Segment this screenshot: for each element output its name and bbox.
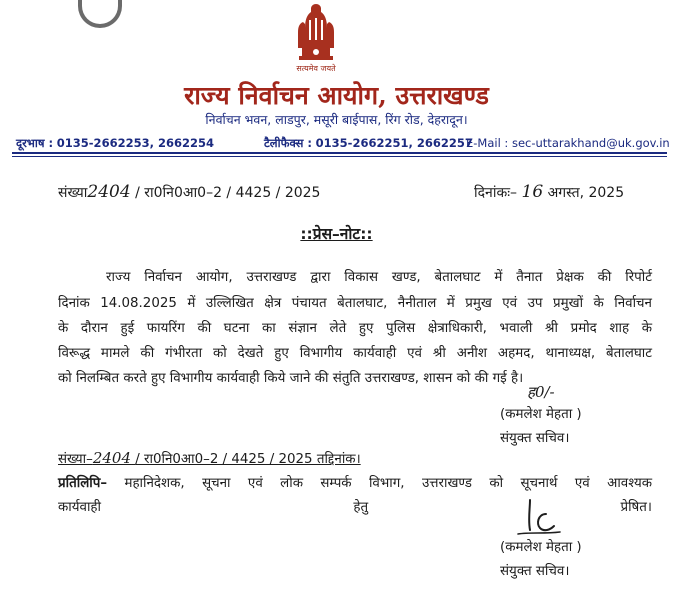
email-address: sec-uttarakhand@uk.gov.in	[511, 136, 670, 150]
press-note-line: के दौरान हुई फायरिंग की घटना का संज्ञान लेते हुए पुलिस क्षेत्राधिकारी, भवाली श्री प्रमोद शाह के	[58, 321, 652, 336]
email-contact	[466, 136, 670, 150]
fax-contact	[264, 136, 473, 151]
press-note-line: विरूद्ध मामले की गंभीरता को देखते हुए विभागीय कार्यवाही एवं श्री अनीश अहमद, थानाध्यक्ष, बेतालघाट	[58, 346, 652, 361]
press-note-line: दिनांक 14.08.2025 में उल्लिखित क्षेत्र पंचायत बेतालघाट, नैनीताल में प्रमुख एवं उप प्रमुखों के निर्वाचन	[58, 296, 652, 311]
fax-label: टैलीफैक्स :	[264, 136, 313, 150]
reference-number	[58, 182, 320, 202]
email-label: E-Mail :	[466, 136, 509, 150]
press-note-line: को निलम्बित करते हुए विभागीय कार्यवाही किये जाने की संतुति उत्तराखण्ड, शासन को की गई है।	[58, 371, 524, 386]
press-note-heading: ::प्रेस–नोट::	[300, 225, 373, 243]
signatory-name: (कमलेश मेहता )	[500, 540, 582, 555]
reference-code: / रा0नि0आ0–2 / 4425 / 2025	[135, 185, 321, 201]
organization-title: राज्य निर्वाचन आयोग, उत्तराखण्ड	[184, 81, 489, 110]
reference-prefix: संख्या	[58, 185, 88, 201]
date-day-handwritten: 16	[521, 182, 544, 202]
reference-number-handwritten: 2404	[87, 182, 131, 202]
date-month-year: अगस्त, 2025	[547, 185, 625, 201]
fax-numbers: 0135-2662251, 2662257	[315, 136, 473, 150]
date-label: दिनांकः–	[474, 185, 518, 201]
header-divider	[12, 152, 667, 154]
copy-line: कार्यवाही हेतु प्रेषित।	[58, 500, 652, 515]
copy-ref-number-handwritten: 2404	[92, 449, 132, 467]
copy-line-text: महानिदेशक, सूचना एवं लोक सम्पर्क विभाग, उत्तराखण्ड को सूचनार्थ एवं आवश्यक	[124, 476, 652, 491]
phone-contact	[16, 136, 214, 151]
copy-ref-rest: / रा0नि0आ0–2 / 4425 / 2025 तद्दिनांक।	[135, 452, 361, 467]
signatory-name: (कमलेश मेहता )	[500, 407, 582, 422]
binder-ring-mark	[78, 0, 122, 28]
copy-ref-prefix: संख्या–	[58, 452, 93, 467]
office-address: निर्वाचन भवन, लाडपुर, मसूरी बाईपास, रिंग रोड, देहरादून।	[205, 112, 468, 127]
phone-label: दूरभाष :	[16, 136, 54, 150]
copy-reference	[58, 449, 361, 467]
header-divider-thin	[12, 156, 667, 157]
signatory-designation: संयुक्त सचिव।	[500, 431, 570, 446]
signatory-designation: संयुक्त सचिव।	[500, 564, 570, 579]
signature-mark: ह0/-	[527, 383, 555, 401]
copy-line	[58, 473, 652, 491]
emblem-motto: सत्यमेव जयते	[296, 64, 336, 73]
phone-numbers: 0135-2662253, 2662254	[56, 136, 214, 150]
press-note-line: राज्य निर्वाचन आयोग, उत्तराखण्ड द्वारा विकास खण्ड, बेतालघाट में तैनात प्रेक्षक की रिपोर्ट	[106, 270, 652, 285]
copy-label: प्रतिलिपि–	[58, 476, 108, 491]
state-emblem-icon	[294, 2, 338, 62]
reference-date	[474, 182, 624, 202]
